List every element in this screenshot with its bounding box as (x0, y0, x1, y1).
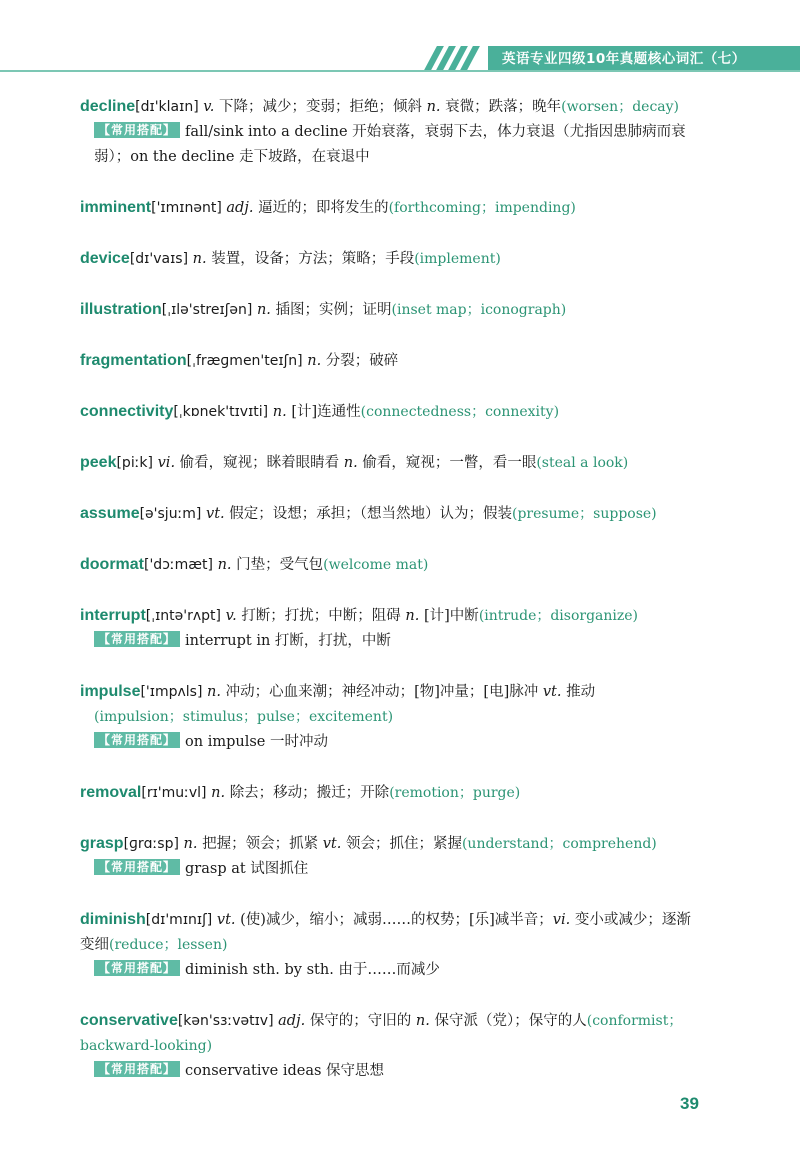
headword: assume (80, 505, 140, 522)
phonetic: [ə'sjuːm] (139, 506, 202, 522)
definition: [计]中断 (423, 608, 479, 624)
synonyms: (intrude；disorganize) (478, 608, 639, 624)
definition: 门垫；受气包 (236, 557, 324, 573)
definition: (使)减少，缩小；减弱……的权势；[乐]减半音； (240, 912, 553, 928)
phonetic: [ˌɪlə'streɪʃən] (161, 302, 253, 318)
vocab-entry (80, 1008, 704, 1084)
definition: 把握；领会；抓紧 (202, 836, 319, 852)
chapter-title: 英语专业四级10年真题核心词汇（七） (488, 46, 800, 72)
collocation-block (80, 730, 704, 755)
vocab-entry (80, 603, 704, 654)
collocation-text: diminish sth. by sth. 由于……而减少 (185, 962, 440, 978)
headword: illustration (80, 301, 162, 318)
vocab-entry (80, 679, 704, 755)
collocation-block (80, 958, 704, 983)
definition: 衰微；跌落；晚年 (445, 99, 562, 115)
definition: 冲动；心血来潮；神经冲动；[物]冲量；[电]脉冲 (225, 684, 539, 700)
collocation-block (80, 857, 704, 882)
headword: decline (80, 98, 136, 115)
headword: conservative (80, 1012, 178, 1029)
part-of-speech: n. (211, 785, 226, 801)
phonetic: [kən'sɜːvətɪv] (177, 1013, 274, 1029)
collocation-text: fall/sink into a decline 开始衰落，衰弱下去，体力衰退（尤指因患肺病而衰弱）；on the decline 走下坡路，在衰退中 (94, 124, 686, 165)
collocation-text: conservative ideas 保守思想 (185, 1063, 385, 1079)
vocab-entry (80, 780, 704, 806)
phonetic: [rɪ'muːvl] (141, 785, 207, 801)
synonyms: (implement) (414, 251, 501, 267)
page-number: 39 (680, 1094, 699, 1113)
phonetic: ['ɪmpʌls] (140, 684, 203, 700)
synonyms: (understand；comprehend) (461, 836, 657, 852)
part-of-speech: v. (225, 608, 237, 624)
phonetic: [dɪ'mɪnɪʃ] (145, 912, 213, 928)
phonetic: [piːk] (116, 455, 153, 471)
headword: impulse (80, 683, 141, 700)
vocab-entry (80, 348, 704, 374)
vocab-entry (80, 246, 704, 272)
collocation-tag: 【常用搭配】 (94, 732, 180, 748)
definition: 偷看，窥视；眯着眼睛看 (179, 455, 340, 471)
part-of-speech: n. (405, 608, 420, 624)
definition: 偷看，窥视；一瞥，看一眼 (362, 455, 537, 471)
definition: 变小或减少；逐渐变细 (80, 912, 691, 953)
synonyms: (inset map；iconograph) (391, 302, 567, 318)
definition: 领会；抓住；紧握 (345, 836, 462, 852)
vocabulary-list (80, 86, 704, 1084)
collocation-tag: 【常用搭配】 (94, 960, 180, 976)
definition: 装置，设备；方法；策略；手段 (211, 251, 415, 267)
collocation-text: on impulse 一时冲动 (185, 734, 328, 750)
part-of-speech: n. (192, 251, 207, 267)
definition: 分裂；破碎 (325, 353, 399, 369)
part-of-speech: n. (183, 836, 198, 852)
part-of-speech: vt. (206, 506, 225, 522)
definition: 逼近的；即将发生的 (258, 200, 389, 216)
phonetic: [ˌfræɡmen'teɪʃn] (186, 353, 303, 369)
vocab-entry (80, 552, 704, 578)
synonyms: (forthcoming；impending) (388, 200, 576, 216)
headword: fragmentation (80, 352, 187, 369)
part-of-speech: n. (426, 99, 441, 115)
phonetic: ['ɪmɪnənt] (151, 200, 222, 216)
headword: diminish (80, 911, 146, 928)
synonyms: (welcome mat) (323, 557, 429, 573)
collocation-block (80, 120, 704, 170)
collocation-tag: 【常用搭配】 (94, 631, 180, 647)
phonetic: [dɪ'vaɪs] (129, 251, 189, 267)
collocation-text: interrupt in 打断，打扰，中断 (185, 633, 391, 649)
phonetic: [ˌɪntə'rʌpt] (145, 608, 221, 624)
synonym-line (80, 705, 704, 730)
vocab-entry (80, 297, 704, 323)
synonyms: (presume；suppose) (512, 506, 657, 522)
collocation-block (80, 629, 704, 654)
collocation-tag: 【常用搭配】 (94, 859, 180, 875)
header-divider (0, 70, 800, 72)
headword: removal (80, 784, 142, 801)
part-of-speech: adj. (278, 1013, 306, 1029)
header-stripes-decoration (426, 46, 486, 72)
phonetic: [ɡrɑːsp] (123, 836, 179, 852)
part-of-speech: n. (207, 684, 221, 700)
part-of-speech: vi. (552, 912, 571, 928)
synonyms: (steal a look) (536, 455, 629, 471)
part-of-speech: vt. (322, 836, 342, 852)
part-of-speech: adj. (226, 200, 254, 216)
part-of-speech: vt. (542, 684, 562, 700)
vocab-entry (80, 501, 704, 527)
definition: 假定；设想；承担；（想当然地）认为；假装 (229, 506, 512, 522)
definition: 插图；实例；证明 (275, 302, 392, 318)
synonyms: (worsen；decay) (561, 99, 679, 115)
part-of-speech: v. (203, 99, 215, 115)
vocab-entry (80, 399, 704, 425)
definition: 保守派（党）；保守的人 (434, 1013, 587, 1029)
headword: device (80, 250, 130, 267)
part-of-speech: n. (256, 302, 271, 318)
definition: 下降；减少；变弱；拒绝；倾斜 (218, 99, 422, 115)
vocab-entry (80, 94, 704, 170)
collocation-block (80, 1059, 704, 1084)
headword: grasp (80, 835, 124, 852)
phonetic: [dɪ'klaɪn] (135, 99, 199, 115)
definition: 保守的；守旧的 (309, 1013, 412, 1029)
synonyms: (remotion；purge) (389, 785, 521, 801)
synonyms: (reduce；lessen) (109, 937, 228, 953)
part-of-speech: n. (415, 1013, 430, 1029)
synonyms: (conformist；backward-looking) (80, 1013, 683, 1054)
vocab-entry (80, 831, 704, 882)
definition: [计]连通性 (291, 404, 361, 420)
headword: interrupt (80, 607, 146, 624)
headword: imminent (80, 199, 152, 216)
vocab-entry (80, 907, 704, 983)
vocab-entry (80, 450, 704, 476)
part-of-speech: vi. (157, 455, 176, 471)
synonyms: (impulsion；stimulus；pulse；excitement) (94, 709, 394, 725)
vocab-entry (80, 195, 704, 221)
part-of-speech: vt. (216, 912, 236, 928)
definition: 推动 (566, 684, 596, 700)
part-of-speech: n. (272, 404, 287, 420)
definition: 除去；移动；搬迁；开除 (229, 785, 390, 801)
phonetic: [ˌkɒnek'tɪvɪti] (173, 404, 269, 420)
headword: peek (80, 454, 117, 471)
part-of-speech: n. (307, 353, 322, 369)
headword: connectivity (80, 403, 174, 420)
part-of-speech: n. (217, 557, 232, 573)
collocation-text: grasp at 试图抓住 (185, 861, 309, 877)
headword: doormat (80, 556, 144, 573)
collocation-tag: 【常用搭配】 (94, 1061, 180, 1077)
synonyms: (connectedness；connexity) (360, 404, 560, 420)
collocation-tag: 【常用搭配】 (94, 122, 180, 138)
phonetic: ['dɔːmæt] (144, 557, 213, 573)
definition: 打断；打扰；中断；阻碍 (241, 608, 401, 624)
part-of-speech: n. (343, 455, 358, 471)
page-header (0, 0, 800, 80)
